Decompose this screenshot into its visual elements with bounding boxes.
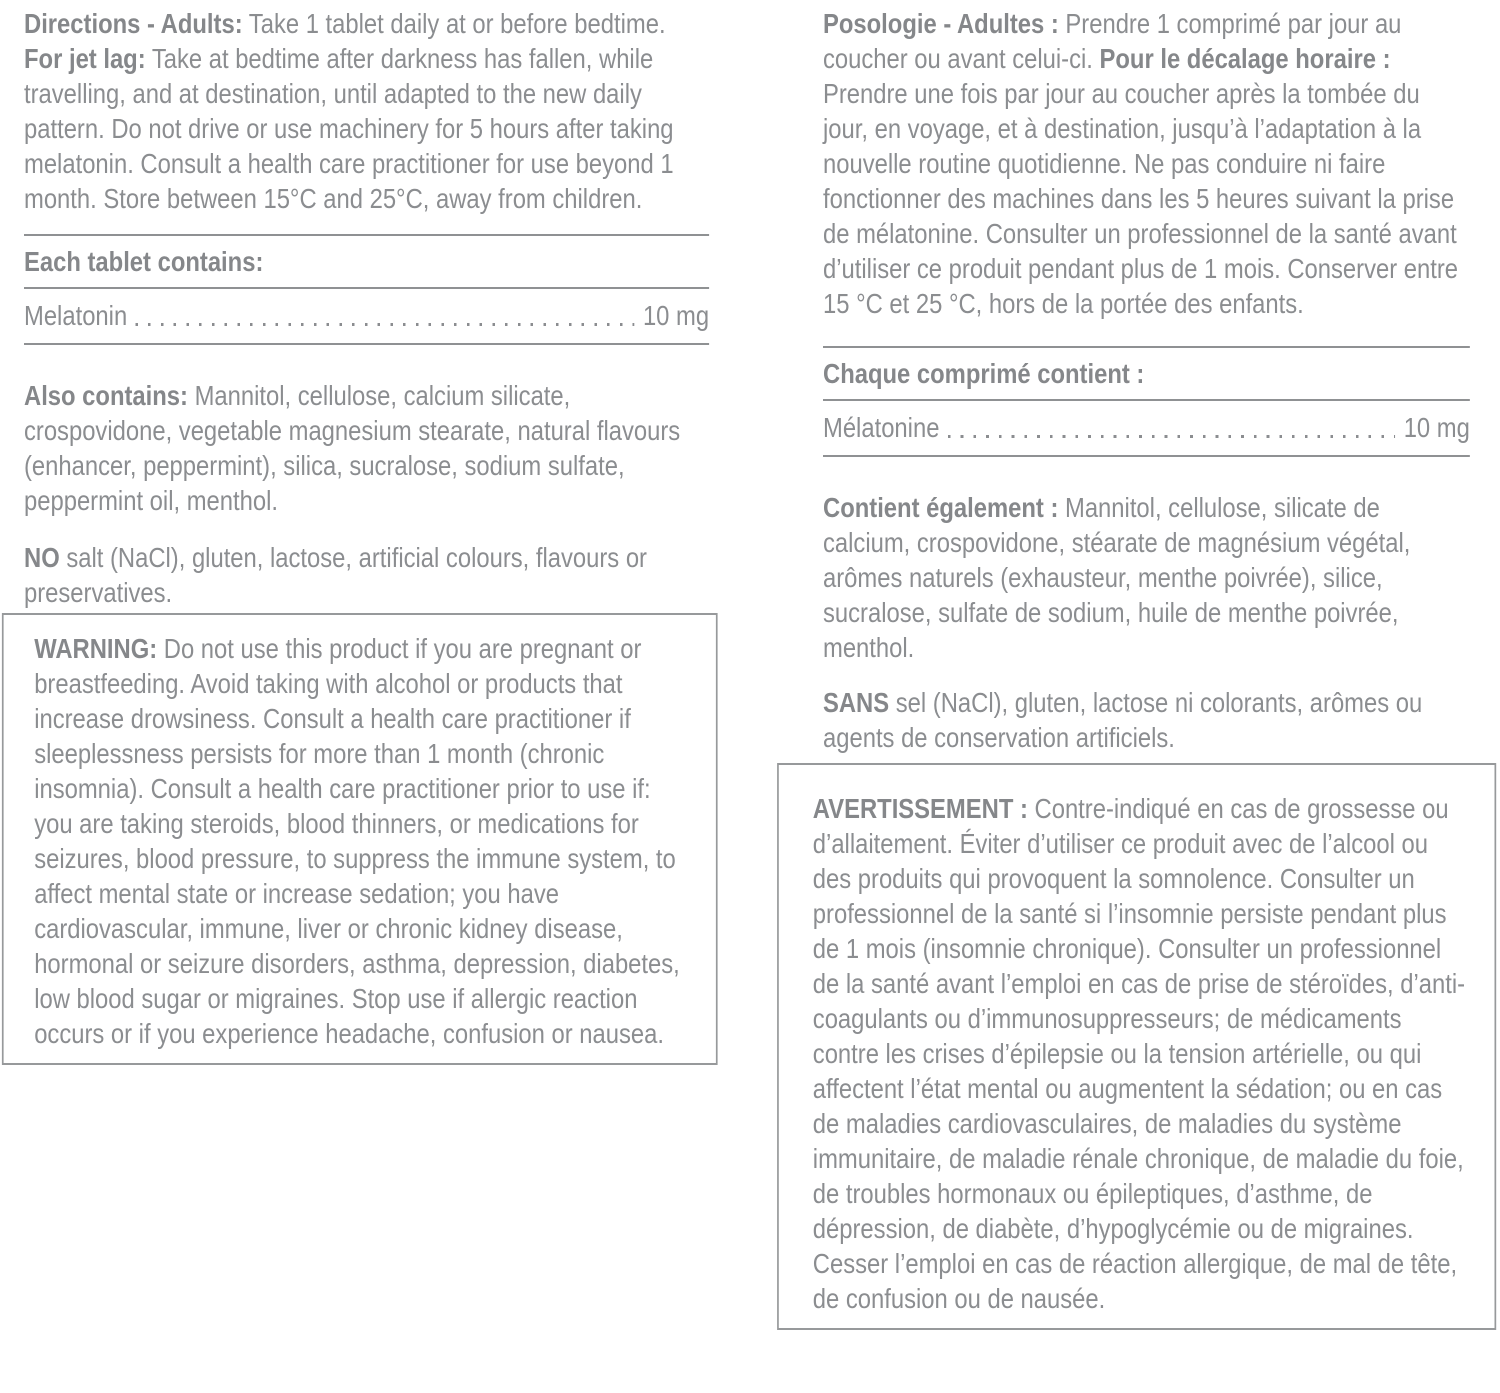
facts-row-en (24, 289, 709, 343)
directions-paragraph-en (24, 6, 709, 216)
jet-lag-text-en: Take at bedtime after darkness has fallen, while travelling, and at destination, until adapted to the new daily pattern. Do not drive or use machinery for 5 hours after taking melatonin. Consult a health care practitioner for use beyond 1 month. Store between 15°C and 25°C, away from children. (24, 43, 674, 214)
directions-text-fr: Prendre 1 comprimé par jour au coucher ou avant celui-ci. (823, 8, 1402, 74)
free-of-lead-en: NO (24, 542, 60, 573)
free-of-paragraph-en (24, 540, 709, 610)
ingredient-amount-fr: 10 mg (1403, 412, 1470, 443)
also-contains-paragraph-en (24, 378, 709, 518)
warning-text-fr: Contre-indiqué en cas de grossesse ou d’allaitement. Éviter d’utiliser ce produit avec de l’alcool ou des produits qui provoquent la somnolence. Consulter un professionnel de la santé si l’insomnie persiste pendant plus de 1 mois (insomnie chronique). Consulter un professionnel de la santé avant l’emploi en cas de prise de stéroïdes, d’anti-coagulants ou d’immunosuppresseurs; de médicaments contre les crises d’épilepsie ou la tension artérielle, ou qui affectent l’état mental ou augmentent la sédation; ou en cas de maladies cardiovasculaires, de maladies du système immunitaire, de maladie rénale chronique, de maladie du foie, de troubles hormonaux ou épileptiques, d’asthme, de dépression, de diabète, d’hypoglycémie ou de migraines. Cesser l’emploi en cas de réaction allergique, de mal de tête, de confusion ou de nausée. (812, 793, 1466, 1314)
also-contains-lead-en: Also contains: (24, 380, 188, 411)
dot-leader (948, 435, 1395, 438)
warning-paragraph-en (34, 631, 690, 1051)
warning-lead-en: WARNING: (34, 633, 158, 664)
directions-lead-fr: Posologie - Adultes : (823, 8, 1059, 39)
warning-text-en: Do not use this product if you are pregnant or breastfeeding. Avoid taking with alcohol or products that increase drowsiness. Consult a health care practitioner if sleeplessness persists for more than 1 month (chronic insomnia). Consult a health care practitioner prior to use if: you are taking steroids, blood thinners, or medications for seizures, blood pressure, to suppress the immune system, to affect mental state or increase sedation; you have cardiovascular, immune, liver or chronic kidney disease, hormonal or seizure disorders, asthma, depression, diabetes, low blood sugar or migraines. Stop use if allergic reaction occurs or if you experience headache, confusion or nausea. (34, 633, 680, 1049)
ingredient-name-en: Melatonin (24, 300, 128, 331)
directions-lead-en: Directions - Adults: (24, 8, 243, 39)
also-contains-text-en: Mannitol, cellulose, calcium silicate, crospovidone, vegetable magnesium stearate, natural flavours (enhancer, peppermint), silica, sucralose, sodium sulfate, peppermint oil, menthol. (24, 380, 681, 516)
facts-heading-fr: Chaque comprimé contient : (823, 348, 1470, 401)
warning-lead-fr: AVERTISSEMENT : (812, 793, 1028, 824)
warning-box-en (2, 613, 718, 1065)
french-column (812, 6, 1470, 1330)
jet-lag-text-fr: Prendre une fois par jour au coucher après la tombée du jour, en voyage, et à destination, jusqu’à l’adaptation à la nouvelle routine quotidienne. Ne pas conduire ni faire fonctionner des machines dans les 5 heures suivant la prise de mélatonine. Consulter un professionnel de la santé avant d’utiliser ce produit pendant plus de 1 mois. Conserver entre 15 °C et 25 °C, hors de la portée des enfants. (823, 78, 1459, 319)
also-contains-paragraph-fr (823, 490, 1470, 665)
free-of-lead-fr: SANS (823, 687, 890, 718)
warning-paragraph-fr (813, 791, 1469, 1316)
facts-row-fr (823, 401, 1470, 455)
ingredient-name-fr: Mélatonine (823, 412, 940, 443)
ingredient-amount-en: 10 mg (642, 300, 710, 331)
dot-leader (136, 323, 635, 326)
free-of-text-fr: sel (NaCl), gluten, lactose ni colorants, arômes ou agents de conservation artificiels. (823, 687, 1423, 753)
facts-heading-en: Each tablet contains: (24, 236, 709, 289)
directions-paragraph-fr (823, 6, 1470, 321)
supplement-facts-fr (823, 346, 1470, 457)
warning-box-fr (777, 763, 1496, 1330)
also-contains-text-fr: Mannitol, cellulose, silicate de calcium, crospovidone, stéarate de magnésium végétal, arômes naturels (exhausteur, menthe poivrée), silice, sucralose, sulfate de sodium, huile de menthe poivrée, menthol. (823, 492, 1411, 663)
free-of-paragraph-fr (823, 685, 1470, 755)
jet-lag-lead-fr: Pour le décalage horaire : (1099, 43, 1391, 74)
free-of-text-en: salt (NaCl), gluten, lactose, artificial colours, flavours or preservatives. (24, 542, 647, 608)
jet-lag-lead-en: For jet lag: (24, 43, 146, 74)
english-column (24, 6, 709, 1065)
also-contains-lead-fr: Contient également : (823, 492, 1059, 523)
supplement-facts-en (24, 234, 709, 345)
directions-text-en: Take 1 tablet daily at or before bedtime. (248, 8, 666, 39)
